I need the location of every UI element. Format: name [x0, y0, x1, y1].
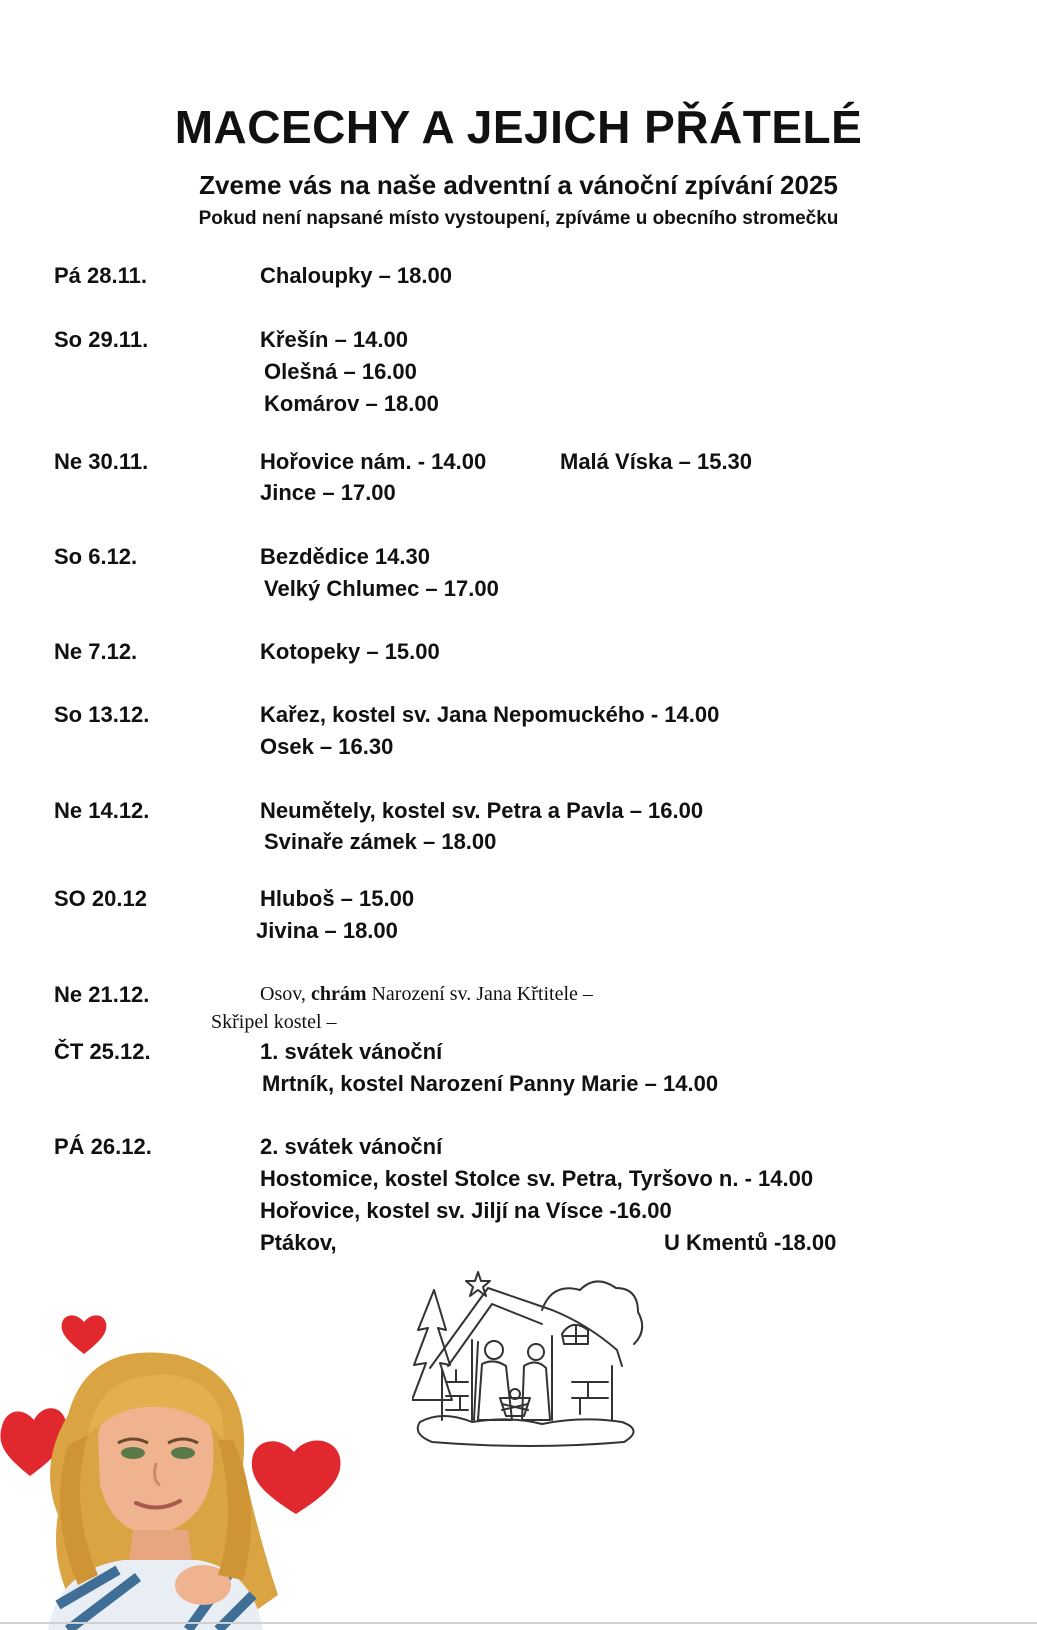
date-label: SO 20.12 — [54, 886, 147, 911]
venue-part: chrám — [310, 983, 367, 1005]
date-label: Pá 28.11. — [54, 263, 147, 288]
date-label: So 29.11. — [54, 327, 149, 352]
venue-line: Křešín – 14.00 — [260, 327, 408, 352]
venue-line: Hořovice, kostel sv. Jiljí na Vísce -16.00 — [260, 1198, 672, 1223]
venue-line: Chaloupky – 18.00 — [260, 263, 452, 288]
venue-line: Malá Víska – 15.30 — [560, 449, 753, 474]
venue-line: Skřipel kostel – — [211, 1011, 337, 1033]
bottom-divider — [0, 1622, 1037, 1624]
location-note: Pokud není napsané místo vystoupení, zpíváme u obecního stromečku — [198, 208, 839, 229]
venue-line: Hostomice, kostel Stolce sv. Petra, Tyršovo n. - 14.00 — [260, 1166, 814, 1191]
date-label: ČT 25.12. — [54, 1039, 151, 1064]
date-label: Ne 7.12. — [54, 639, 138, 664]
date-label: Ne 21.12. — [54, 982, 150, 1007]
subtitle: Zveme vás na naše adventní a vánoční zpívání 2025 — [199, 170, 838, 200]
date-label: PÁ 26.12. — [54, 1134, 152, 1159]
date-label: So 6.12. — [54, 544, 138, 569]
venue-line: Jivina – 18.00 — [256, 918, 398, 943]
venue-part: Osov, — [260, 983, 311, 1005]
venue-line: Velký Chlumec – 17.00 — [264, 576, 499, 601]
date-label: Ne 30.11. — [54, 449, 149, 474]
venue-line: Bezdědice 14.30 — [260, 544, 430, 569]
venue-line: Olešná – 16.00 — [264, 359, 417, 384]
venue-part: Narození sv. Jana Křtitele – — [366, 983, 593, 1005]
venue-line: Hořovice nám. - 14.00 — [260, 449, 487, 474]
venue-line: Komárov – 18.00 — [264, 391, 439, 416]
nativity-illustration — [412, 1270, 648, 1450]
venue-line: U Kmentů -18.00 — [664, 1230, 837, 1255]
venue-line: 1. svátek vánoční — [260, 1039, 443, 1064]
date-label: So 13.12. — [54, 702, 150, 727]
venue-line — [260, 983, 593, 1006]
venue-line: 2. svátek vánoční — [260, 1134, 443, 1159]
venue-line: Hluboš – 15.00 — [260, 886, 415, 911]
venue-line: Kotopeky – 15.00 — [260, 639, 440, 664]
page-title: MACECHY A JEJICH PŘÁTELÉ — [174, 101, 863, 153]
venue-line: Osek – 16.30 — [260, 734, 394, 759]
venue-line: Svinaře zámek – 18.00 — [264, 829, 497, 854]
venue-line: Ptákov, — [260, 1230, 337, 1255]
venue-line: Kařez, kostel sv. Jana Nepomuckého - 14.00 — [260, 702, 720, 727]
venue-line: Mrtník, kostel Narození Panny Marie – 14.00 — [262, 1071, 719, 1096]
venue-line: Jince – 17.00 — [260, 480, 396, 505]
cartoon-woman-illustration — [28, 1345, 278, 1630]
venue-line: Neumětely, kostel sv. Petra a Pavla – 16.00 — [260, 798, 704, 823]
date-label: Ne 14.12. — [54, 798, 150, 823]
